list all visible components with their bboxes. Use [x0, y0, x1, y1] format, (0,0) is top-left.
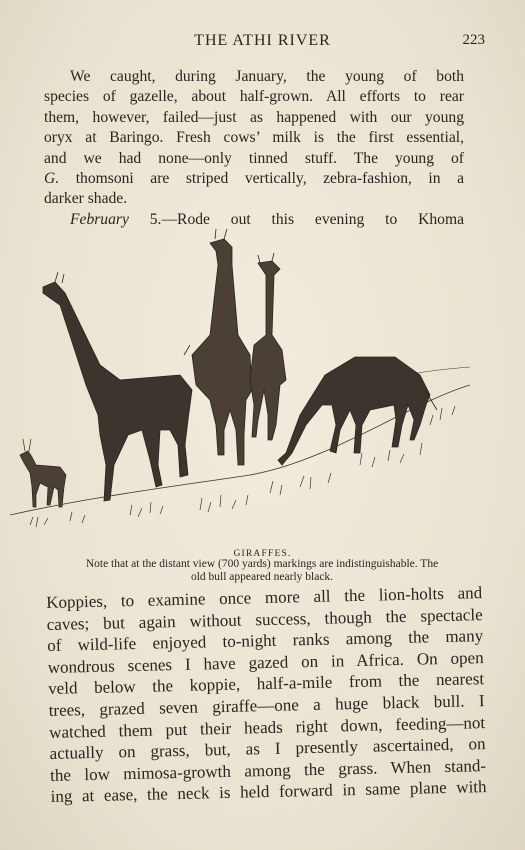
text-line: species of gazelle, about half-grown. All efforts to rear	[44, 88, 464, 106]
giraffe-grazing	[278, 357, 437, 465]
text-line: Koppies, to examine once more all the lion-holts and	[46, 583, 483, 612]
text-line: wondrous scenes I have gazed on in Africa. On open	[47, 647, 484, 677]
caption-body	[44, 558, 480, 584]
giraffe-left	[43, 272, 192, 501]
text-line: oryx at Baringo. Fresh cows’ milk is the first essential,	[44, 129, 464, 147]
text-line: ing at ease, the neck is held forward in same plane with	[50, 777, 487, 807]
text-line: caves; but again without success, though the spectacle	[46, 604, 483, 634]
page-number: 223	[462, 32, 485, 48]
text-line: and we had none—only tinned stuff. The young of	[44, 149, 464, 167]
text-line: darker shade.	[44, 190, 128, 208]
text-line: the low mimosa-growth among the grass. When stand-	[49, 755, 487, 785]
text-line: veld below the koppie, half-a-mile from the nearest	[47, 669, 485, 699]
text-line: of wild-life enjoyed to-night ranks among the many	[47, 626, 484, 656]
lower-paragraph	[46, 582, 487, 808]
page-header	[40, 32, 485, 54]
text-line-with-italic	[44, 169, 464, 189]
text-line: actually on grass, but, as I presently ascertained, on	[49, 734, 486, 764]
text-line: them, however, failed—just as happened with our young	[44, 108, 464, 126]
entry-date: February	[70, 210, 129, 228]
running-head: THE ATHI RIVER	[194, 32, 331, 49]
caption-line: Note that at the distant view (700 yards) markings are indistinguishable. The	[85, 558, 439, 570]
giraffe-illustration	[10, 225, 470, 545]
giraffe-center	[184, 229, 252, 465]
text-line: watched them put their heads right down, feeding—not	[48, 712, 486, 742]
italic-genus: G.	[44, 170, 60, 188]
upper-paragraph	[44, 67, 464, 230]
text-line-rest: thomsoni are striped vertically, zebra-fashion, in a	[75, 170, 465, 188]
caption-title: GIRAFFES.	[233, 549, 292, 559]
entry-rest: 5.—Rode out this evening to Khoma	[149, 210, 464, 228]
giraffe-right-standing	[250, 253, 286, 440]
caption-line: old bull appeared nearly black.	[190, 571, 334, 583]
gazelle	[20, 439, 66, 507]
text-line: We caught, during January, the young of both	[70, 68, 464, 85]
text-line: trees, grazed seven giraffe—one a huge black bull. I	[48, 691, 485, 720]
